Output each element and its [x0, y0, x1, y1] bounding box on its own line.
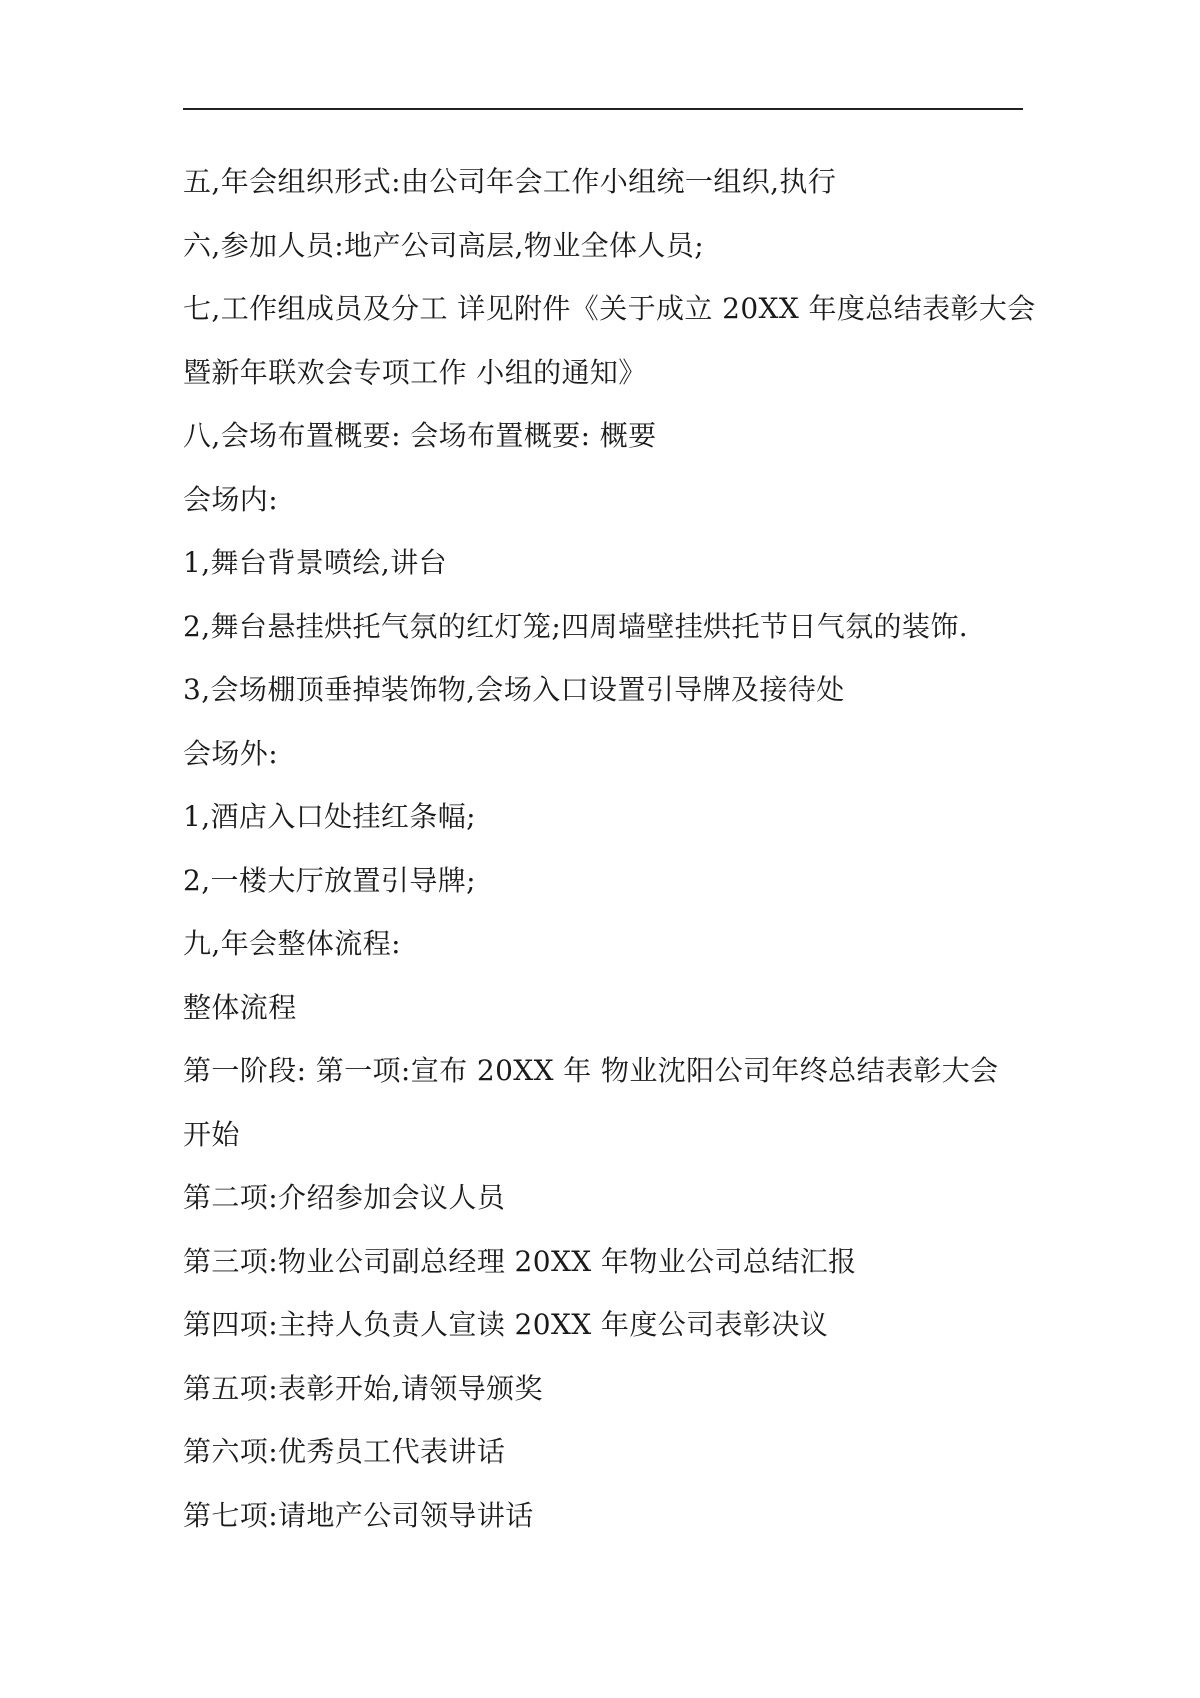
- text-line: 第二项:介绍参加会议人员: [183, 1181, 506, 1214]
- text-line: 开始: [183, 1117, 240, 1151]
- text-line: 第六项:优秀员工代表讲话: [183, 1435, 506, 1468]
- text-line: 第三项:物业公司副总经理 20XX 年物业公司总结汇报: [183, 1244, 857, 1278]
- text-line: 九,年会整体流程:: [183, 927, 401, 960]
- text-line: 2,舞台悬挂烘托气氛的红灯笼;四周墙壁挂烘托节日气氛的装饰.: [183, 609, 969, 643]
- header-rule: [183, 108, 1023, 110]
- text-line: 1,舞台背景喷绘,讲台: [183, 546, 448, 579]
- text-line: 1,酒店入口处挂红条幅;: [183, 800, 476, 833]
- text-line: 第五项:表彰开始,请领导颁奖: [183, 1371, 543, 1405]
- text-line: 会场外:: [183, 736, 279, 770]
- text-line: 六,参加人员:地产公司高层,物业全体人员;: [183, 228, 705, 262]
- text-line: 暨新年联欢会专项工作 小组的通知》: [183, 355, 647, 389]
- text-line: 第七项:请地产公司领导讲话: [183, 1498, 534, 1532]
- text-line: 整体流程: [183, 990, 297, 1024]
- text-line: 第一阶段: 第一项:宣布 20XX 年 物业沈阳公司年终总结表彰大会: [183, 1054, 999, 1087]
- text-line: 八,会场布置概要: 会场布置概要: 概要: [183, 419, 657, 452]
- document-body: [183, 150, 1036, 1547]
- text-line: 3,会场棚顶垂掉装饰物,会场入口设置引导牌及接待处: [183, 673, 845, 706]
- text-line: 会场内:: [183, 482, 279, 516]
- text-line: 七,工作组成员及分工 详见附件《关于成立 20XX 年度总结表彰大会: [183, 292, 1036, 325]
- text-line: 2,一楼大厅放置引导牌;: [183, 863, 476, 897]
- text-line: 第四项:主持人负责人宣读 20XX 年度公司表彰决议: [183, 1308, 829, 1341]
- text-line: 五,年会组织形式:由公司年会工作小组统一组织,执行: [183, 165, 837, 198]
